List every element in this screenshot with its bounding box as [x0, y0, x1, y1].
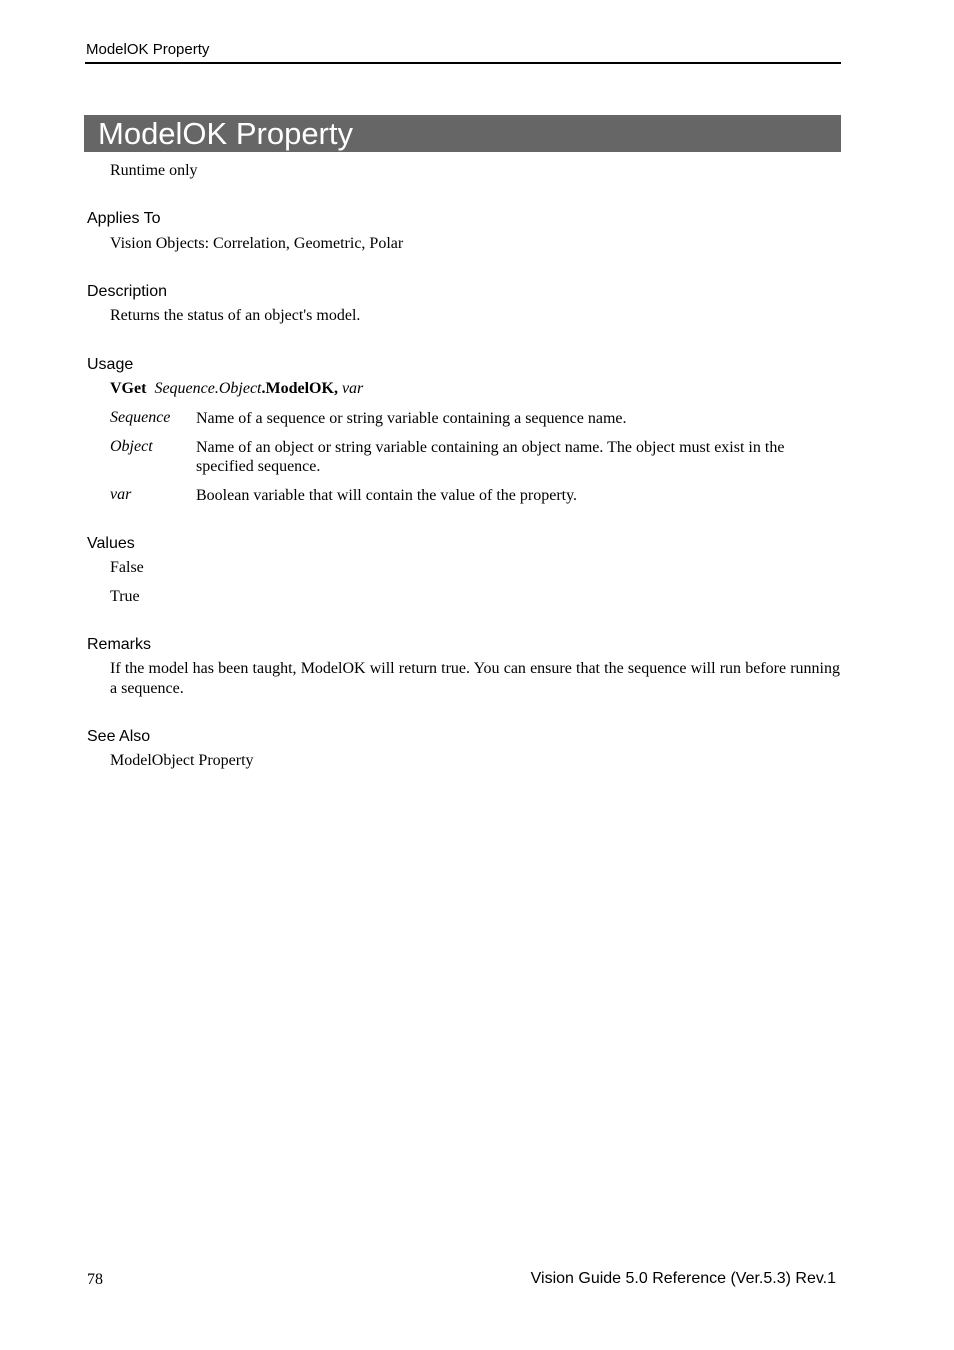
- title-bar: [84, 115, 841, 152]
- usage-var: var: [341, 380, 364, 397]
- applies-to-text: Vision Objects: Correlation, Geometric, Polar: [110, 235, 404, 252]
- param-term: Object: [110, 438, 153, 455]
- usage-property: .ModelOK,: [261, 380, 338, 397]
- value-item: True: [110, 588, 140, 605]
- page-title: ModelOK Property: [98, 116, 353, 151]
- usage-sequence: Sequence: [154, 380, 215, 397]
- param-desc: Name of an object or string variable containing an object name. The object must exist in the specified sequence.: [196, 439, 785, 475]
- remarks-heading: Remarks: [87, 636, 152, 653]
- running-header: [85, 40, 841, 64]
- usage-syntax: [110, 379, 363, 399]
- values-heading: Values: [87, 535, 135, 552]
- running-header-title: ModelOK Property: [86, 41, 210, 58]
- see-also-link[interactable]: ModelObject Property: [110, 752, 254, 769]
- usage-heading: Usage: [87, 356, 134, 373]
- description-text: Returns the status of an object's model.: [110, 307, 361, 324]
- description-heading: Description: [87, 283, 168, 300]
- usage-dot: .: [214, 380, 219, 397]
- usage-object: Object: [218, 380, 262, 397]
- value-item: False: [110, 559, 144, 576]
- usage-command: VGet: [110, 380, 147, 397]
- param-desc: Name of a sequence or string variable containing a sequence name.: [196, 410, 627, 427]
- page-number: 78: [87, 1271, 103, 1288]
- remarks-text: If the model has been taught, ModelOK will return true. You can ensure that the sequence will run before running a sequence.: [110, 660, 840, 697]
- see-also-heading: See Also: [87, 728, 151, 745]
- param-desc: Boolean variable that will contain the value of the property.: [196, 487, 578, 504]
- runtime-note: Runtime only: [110, 162, 198, 179]
- applies-to-heading: Applies To: [87, 210, 161, 227]
- param-term: var: [110, 486, 132, 503]
- param-term: Sequence: [110, 409, 171, 426]
- footer-doc-title: Vision Guide 5.0 Reference (Ver.5.3) Rev.1: [530, 1270, 836, 1287]
